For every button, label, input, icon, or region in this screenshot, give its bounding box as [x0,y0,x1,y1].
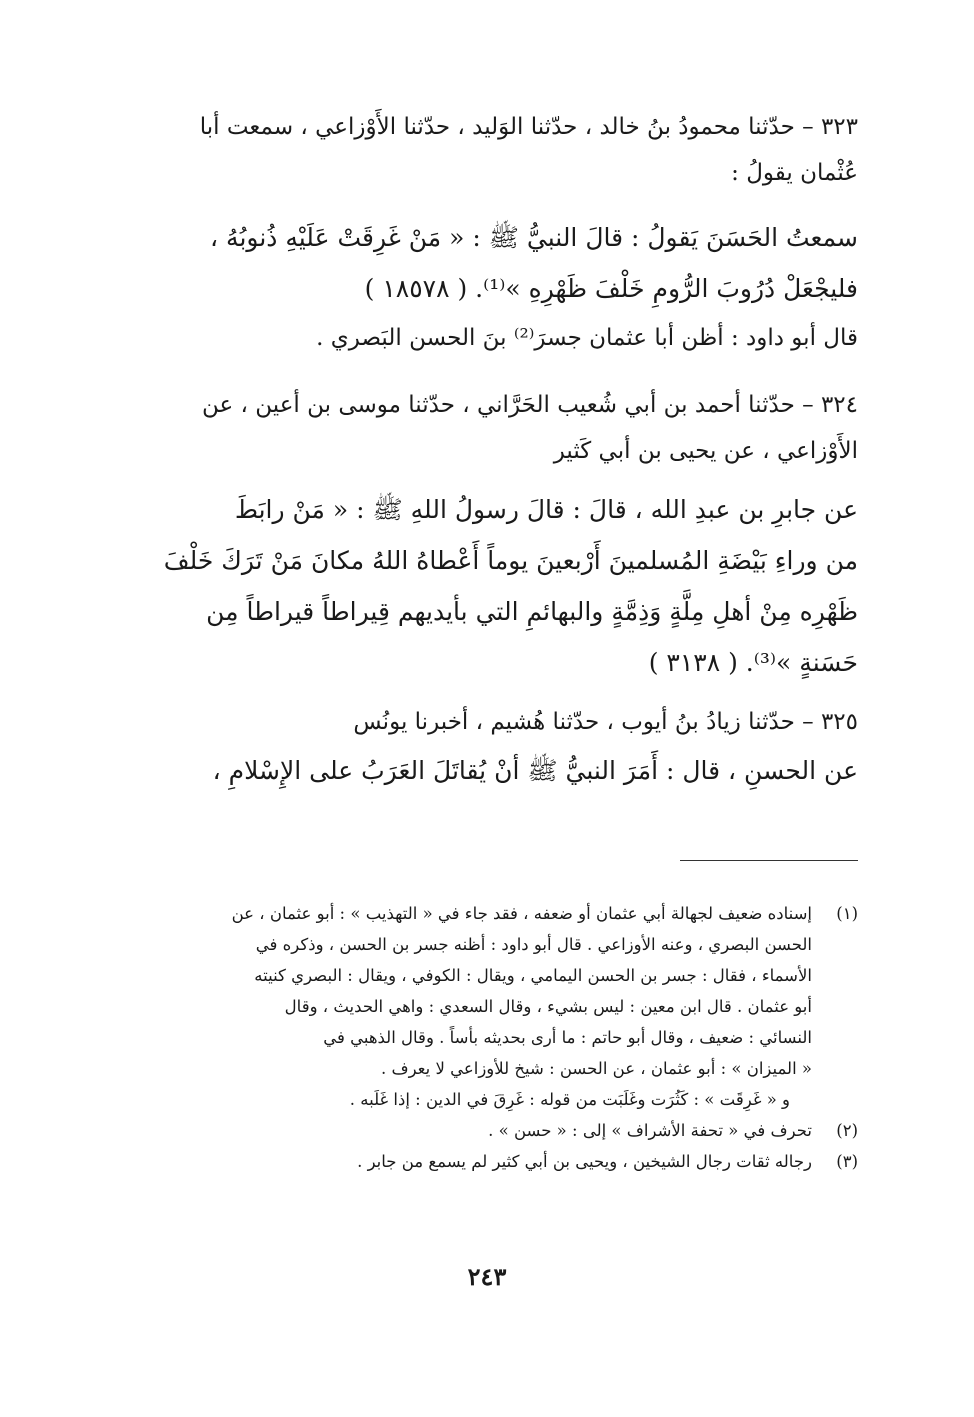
hadith-323-matn-line-2: فليجْعَلْ دُرُوبَ الرُّومِ خَلْفَ ظَهْرِهِ »⁽¹⁾. ( ١٨٥٧٨ ) [364,274,858,303]
hadith-323-comment [114,315,858,361]
hadith-325-matn [114,745,858,796]
hadith-324-matn-line-1: عن جابرِ بن عبدِ الله ، قالَ : قالَ رسولُ اللهِ ﷺ : « مَنْ رابَطَ [234,495,858,524]
footnote-line: الأسماء ، فقال : جسر بن الحسن اليمامي ، ويقال : الكوفي ، ويقال : البصري كنيته [254,966,812,985]
footnote-1-continuation: و « غَرِقَت » : كَثُرَت وغَلَبَت من قوله : غَرِقَ في الدين : إذا غَلَبه . [349,1090,790,1109]
footnote-line: أبو عثمان . قال ابن معين : ليس بشيء ، وقال السعدي : واهي الحديث ، وقال [284,997,812,1016]
footnote-divider [680,860,858,861]
hadith-325-matn-line-1: عن الحسنِ ، قال : أَمَرَ النبيُّ ﷺ أنْ يُقاتَلَ العَرَبُ على الإِسْلامِ ، [212,756,858,785]
abu-dawud-comment: قال أبو داود : أظن أبا عثمان جسرَ⁽²⁾ بنَ الحسن البَصري . [316,325,858,351]
footnote-text [114,898,812,1084]
hadith-323-matn-line-1: سمعتُ الحَسَنَ يَقولُ : قالَ النبيُّ ﷺ : « مَنْ غَرِقَتْ عَلَيْهِ ذُنوبُهُ ، [210,223,858,252]
footnote-line: النسائي : ضعيف ، وقال أبو حاتم : ما أرى بحديثه بأساً . وقال الذهبي في [323,1028,812,1047]
hadith-323-isnad [114,104,858,196]
hadith-325-isnad [114,699,858,745]
footnote-number: (٣) [836,1152,858,1171]
hadith-324-matn-line-3: ظَهْرِه مِنْ أهلِ مِلَّةٍ وَذِمَّةٍ والبهائمِ التي بأيديهم قِيراطاً قيراطاً مِن [206,597,858,626]
hadith-324-matn-line-4: حَسَنةٍ »⁽³⁾. ( ٣١٣٨ ) [648,648,858,677]
footnote-line: « الميزان » : أبو عثمان ، عن الحسن : شيخ للأوزاعي لا يعرف . [380,1059,812,1078]
footnote-1 [114,898,858,1084]
footnote-line: الحسن البصري ، وعنه الأوزاعي . قال أبو داود : أظنه جسر بن الحسن ، وذكره في [255,935,812,954]
hadith-324-matn [114,484,858,688]
hadith-324-matn-line-2: من وراءِ بَيْضَةِ المُسلمينَ أَرْبعينَ يوماً أَعْطاهُ اللهُ مكانَ مَنْ تَرَكَ خَلْفَ [163,546,858,575]
footnote-2 [114,1115,858,1146]
footnote-3 [114,1146,858,1177]
footnote-number: (٢) [836,1121,858,1140]
page-number: ٢٤٣ [467,1262,507,1291]
footnotes [114,898,858,1177]
footnote-text [114,1146,812,1177]
hadith-323-isnad-line-2: عُثْمان يقولُ : [731,160,858,186]
footnote-text [114,1115,812,1146]
footnote-line: رجاله ثقات رجال الشيخين ، ويحيى بن أبي كثير لم يسمع من جابر . [357,1152,812,1171]
hadith-324-isnad-line-2: الأَوْزاعي ، عن يحيى بن أبي كَثير [553,438,858,464]
hadith-323-matn [114,212,858,314]
footnote-number: (١) [836,904,858,923]
hadith-324-isnad [114,382,858,474]
hadith-325-isnad-line-1: ٣٢٥ – حدّثنا زيادُ بنُ أيوب ، حدّثنا هُشيم ، أخبرنا يونُس [353,709,858,735]
footnote-line: إسناده ضعيف لجهالة أبي عثمان أو ضعفه ، فقد جاء في « التهذيب » : أبو عثمان ، عن [231,904,812,923]
footnote-line: تحرف في « تحفة الأشراف » إلى : « حسن » . [488,1121,812,1140]
hadith-324-isnad-line-1: ٣٢٤ – حدّثنا أحمد بن أبي شُعيب الحَرَّاني ، حدّثنا موسى بن أعين ، عن [201,392,858,418]
hadith-323-isnad-line-1: ٣٢٣ – حدّثنا محمودُ بنُ خالد ، حدّثنا الوَليد ، حدّثنا الأَوْزاعي ، سمعت أبا [199,114,858,140]
